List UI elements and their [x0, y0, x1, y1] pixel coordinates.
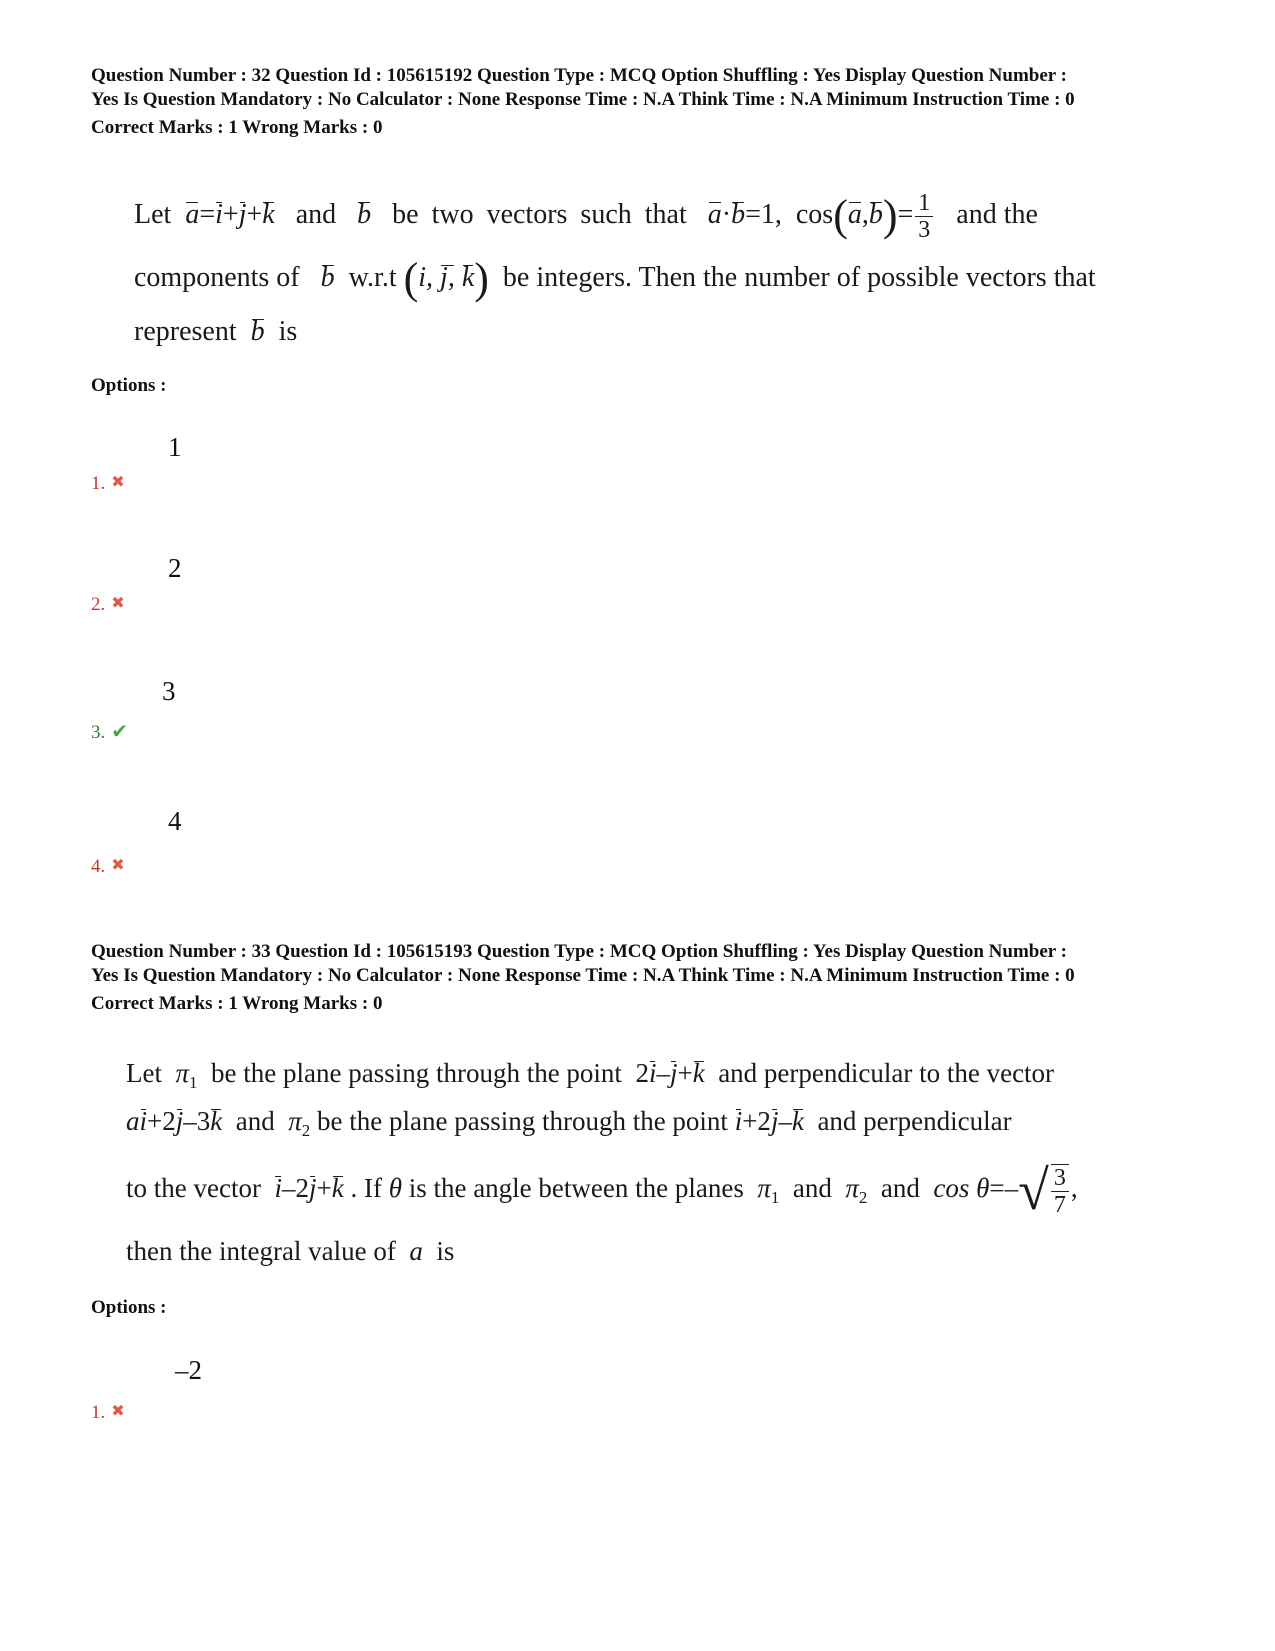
meta-line: Question Number : 32 Question Id : 105615192 Question Type : MCQ Option Shuffling : Yes Display Question Number : — [91, 65, 1067, 86]
question-line: ai+2j–3k and $\pi_2$ be the plane passing through the point i+2j–k and perpendicular — [126, 1106, 1012, 1140]
cross-icon: ✖ — [111, 474, 125, 491]
question-line: Let $\pi_1$ be the plane passing through the point 2i–j+k and perpendicular to the vector — [126, 1058, 1055, 1092]
vector-a: a — [185, 198, 200, 230]
square-root: √ $\frac{3}{7}$ — [1018, 1164, 1071, 1218]
question-32-metadata — [91, 64, 1191, 140]
option-number: 1. ✖ — [91, 1402, 125, 1423]
option-number: 1. ✖ — [91, 473, 125, 494]
option-value: 1 — [168, 432, 182, 462]
cross-icon: ✖ — [111, 1403, 125, 1420]
question-line: components of b w.r.t (i, j, k) be integers. Then the number of possible vectors that — [134, 254, 1096, 303]
vector-b: b — [357, 198, 372, 230]
meta-line: Question Number : 33 Question Id : 105615193 Question Type : MCQ Option Shuffling : Yes Display Question Number : — [91, 941, 1067, 962]
options-label: Options : — [91, 1297, 167, 1318]
question-line: then the integral value of a is — [126, 1236, 455, 1266]
option-value: 2 — [168, 553, 182, 583]
question-33-metadata — [91, 940, 1191, 1016]
option-number: 4. ✖ — [91, 856, 125, 877]
option-value: 3 — [162, 676, 176, 706]
option-number: 3. ✔ — [91, 721, 129, 743]
cross-icon: ✖ — [111, 595, 125, 612]
question-line: represent b is — [134, 316, 298, 347]
option-value: –2 — [175, 1355, 202, 1385]
fraction-one-third: $\frac{1}{3}$ — [915, 190, 933, 243]
cross-icon: ✖ — [111, 857, 125, 874]
meta-line: Correct Marks : 1 Wrong Marks : 0 — [91, 117, 383, 138]
options-label: Options : — [91, 375, 167, 396]
meta-line: Yes Is Question Mandatory : No Calculator : None Response Time : N.A Think Time : N.A Minimum Instruction Time : 0 — [91, 89, 1075, 110]
meta-line: Correct Marks : 1 Wrong Marks : 0 — [91, 993, 383, 1014]
meta-line: Yes Is Question Mandatory : No Calculator : None Response Time : N.A Think Time : N.A Minimum Instruction Time : 0 — [91, 965, 1075, 986]
option-number: 2. ✖ — [91, 594, 125, 615]
question-line: to the vector i–2j+k . If θ is the angle between the planes $\pi_1$ and $\pi_2$ and cos θ=–√ $\frac{3}{7}$ , — [126, 1160, 1078, 1222]
checkmark-icon: ✔ — [111, 721, 129, 743]
question-line: Let a=i+j+k and b be two vectors such that a·b=1, cos(a,b)= $\frac{1}{3}$ and the — [134, 190, 1038, 243]
option-value: 4 — [168, 806, 182, 836]
